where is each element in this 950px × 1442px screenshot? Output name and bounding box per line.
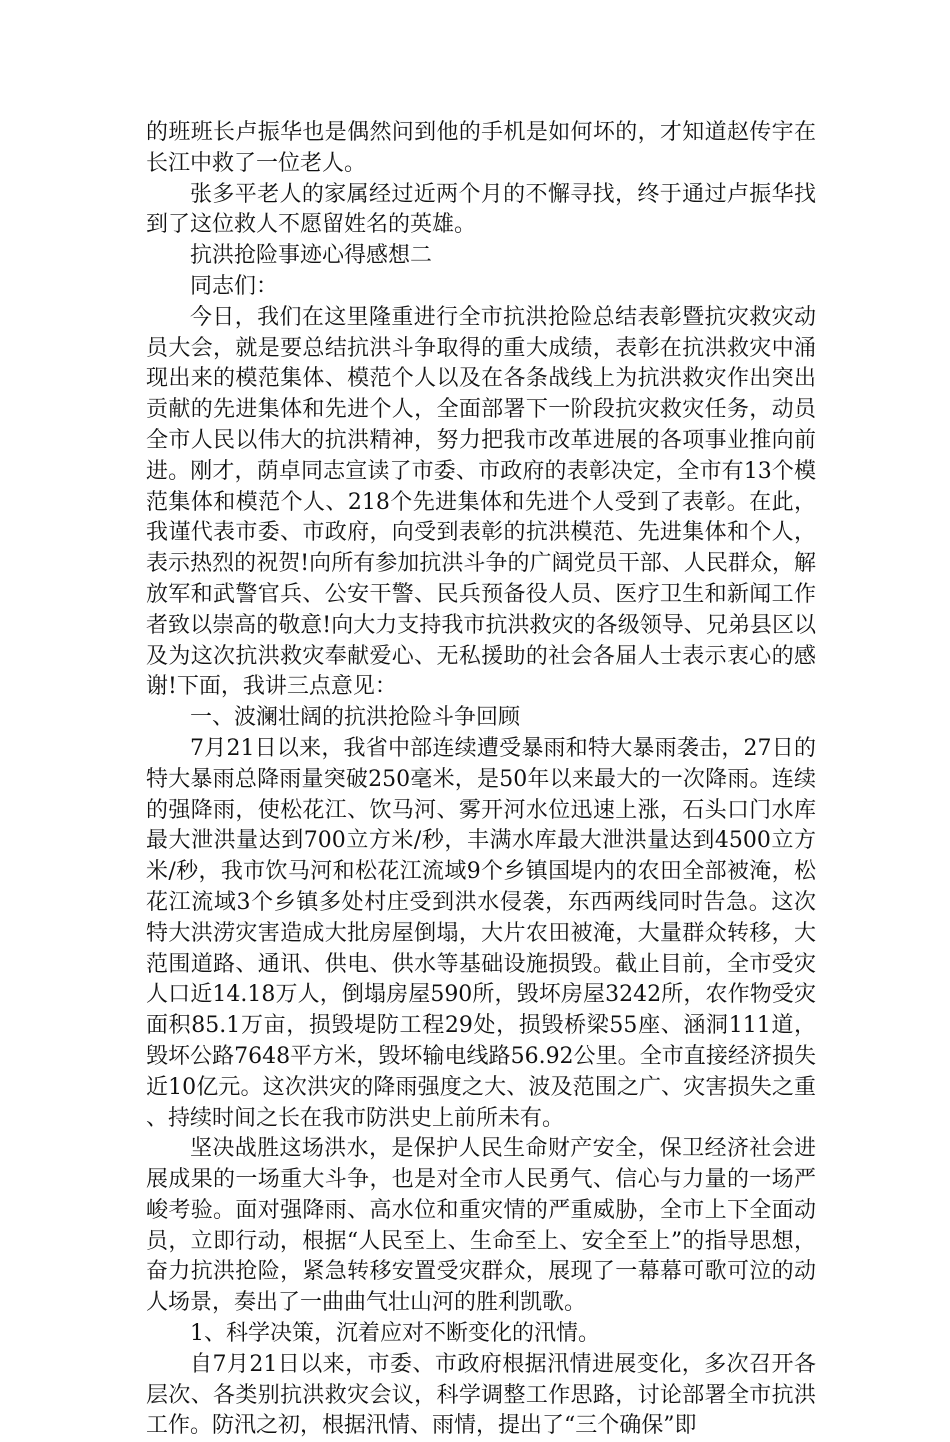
paragraph-5: 今日，我们在这里隆重进行全市抗洪抢险总结表彰暨抗灾救灾动员大会，就是要总结抗洪斗争取得的重大成绩，表彰在抗洪救灾中涌现出来的模范集体、模范个人以及在各条战线上为抗洪救灾作出突出贡献的先进集体和先进个人，全面部署下一阶段抗灾救灾任务，动员全市人民以伟大的抗洪精神，努力把我市改革进展的各项事业推向前进。刚才，荫卓同志宣读了市委、市政府的表彰决定，全市有13个模范集体和模范个人、218个先进集体和先进个人受到了表彰。在此，我谨代表市委、市政府，向受到表彰的抗洪模范、先进集体和个人，表示热烈的祝贺!向所有参加抗洪斗争的广阔党员干部、人民群众，解放军和武警官兵、公安干警、民兵预备役人员、医疗卫生和新闻工作者致以崇高的敬意!向大力支持我市抗洪救灾的各级领导、兄弟县区以及为这次抗洪救灾奉献爱心、无私援助的社会各届人士表示衷心的感谢!下面，我讲三点意见：	[146, 304, 816, 700]
heading-review: 一、波澜壮阔的抗洪抢险斗争回顾	[190, 705, 521, 731]
salutation: 同志们：	[190, 273, 279, 299]
paragraph-1: 的班班长卢振华也是偶然问到他的手机是如何坏的，才知道赵传宇在长江中救了一位老人。	[146, 120, 816, 176]
section-title: 抗洪抢险事迹心得感想二	[190, 243, 433, 269]
subheading-decision: 1、科学决策，沉着应对不断变化的汛情。	[190, 1321, 600, 1347]
document-body	[146, 118, 816, 1442]
paragraph-10: 自7月21日以来，市委、市政府根据汛情进展变化，多次召开各层次、各类别抗洪救灾会议，科学调整工作思路，讨论部署全市抗洪工作。防汛之初，根据汛情、雨情，提出了“三个确保”即	[146, 1351, 816, 1439]
paragraph-8: 坚决战胜这场洪水，是保护人民生命财产安全，保卫经济社会进展成果的一场重大斗争，也是对全市人民勇气、信心与力量的一场严峻考验。面对强降雨、高水位和重灾情的严重威胁，全市上下全面动员，立即行动，根据“人民至上、生命至上、安全至上”的指导思想，奋力抗洪抢险，紧急转移安置受灾群众，展现了一幕幕可歌可泣的动人场景，奏出了一曲曲气壮山河的胜利凯歌。	[146, 1136, 816, 1316]
paragraph-2: 张多平老人的家属经过近两个月的不懈寻找，终于通过卢振华找到了这位救人不愿留姓名的英雄。	[146, 181, 816, 238]
paragraph-7: 7月21日以来，我省中部连续遭受暴雨和特大暴雨袭击，27日的特大暴雨总降雨量突破250毫米，是50年以来最大的一次降雨。连续的强降雨，使松花江、饮马河、雾开河水位迅速上涨，石头口门水库最大泄洪量达到700立方米/秒，丰满水库最大泄洪量达到4500立方米/秒，我市饮马河和松花江流域9个乡镇国堤内的农田全部被淹，松花江流域3个乡镇多处村庄受到洪水侵袭，东西两线同时告急。这次特大洪涝灾害造成大批房屋倒塌，大片农田被淹，大量群众转移，大范围道路、通讯、供电、供水等基础设施损毁。截止目前，全市受灾人口近14.18万人，倒塌房屋590所，毁坏房屋3242所，农作物受灾面积85.1万亩，损毁堤防工程29处，损毁桥梁55座、涵洞111道，毁坏公路7648平方米，毁坏输电线路56.92公里。全市直接经济损失近10亿元。这次洪灾的降雨强度之大、波及范围之广、灾害损失之重、持续时间之长在我市防洪史上前所未有。	[146, 735, 816, 1131]
